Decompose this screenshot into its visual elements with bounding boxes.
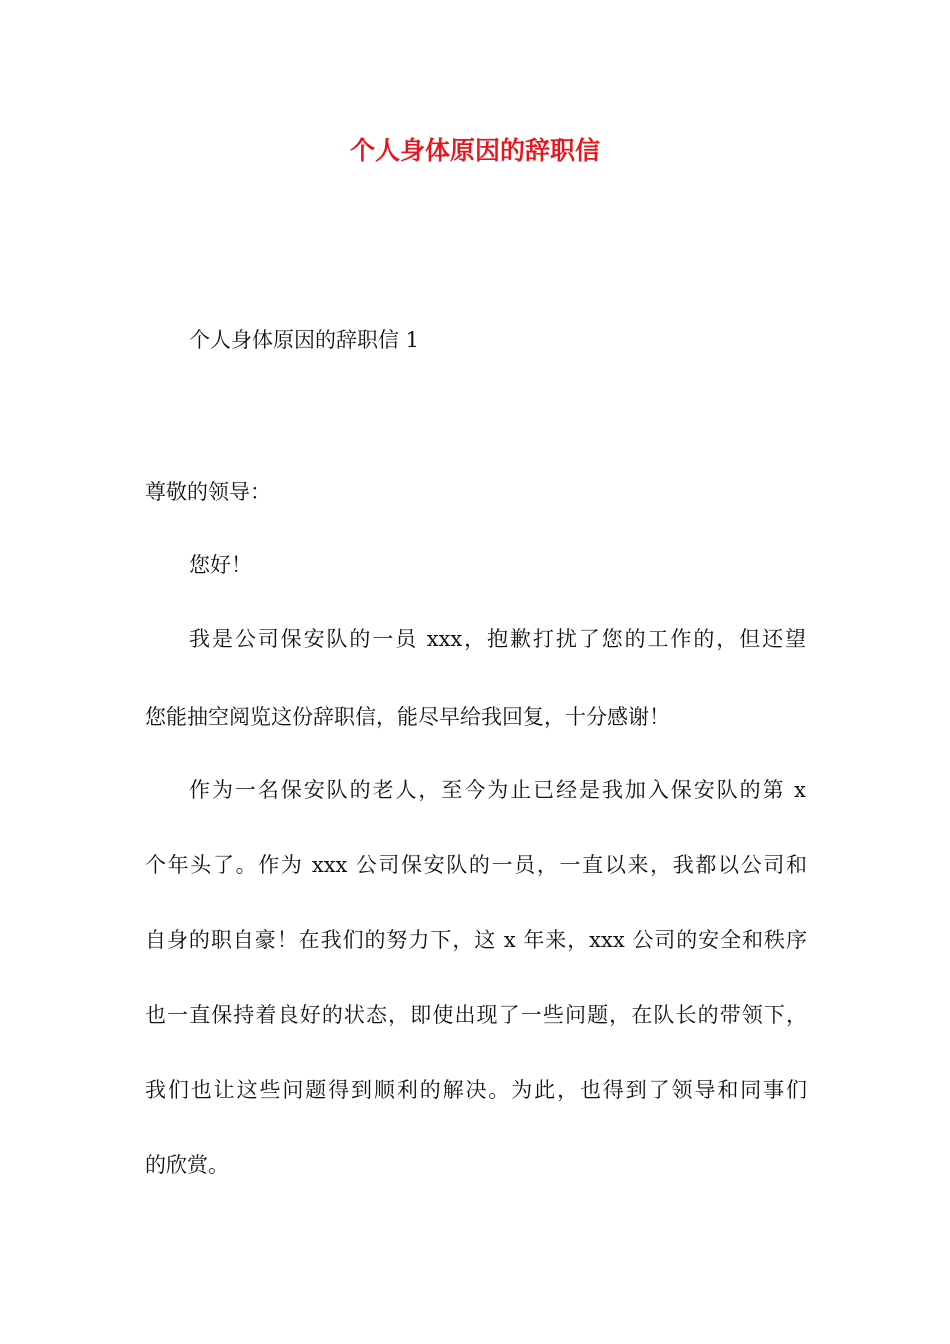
body-line: 您能抽空阅览这份辞职信，能尽早给我回复，十分感谢！ — [145, 705, 670, 729]
letter-heading: 个人身体原因的辞职信 1 — [189, 328, 420, 352]
document-title: 个人身体原因的辞职信 — [349, 136, 600, 165]
body-line: 作为一名保安队的老人，至今为止已经是我加入保安队的第 x — [189, 778, 806, 802]
body-line: 的欣赏。 — [145, 1153, 229, 1177]
greeting: 您好！ — [189, 553, 252, 577]
body-line: 个年头了。作为 xxx 公司保安队的一员，一直以来，我都以公司和 — [145, 853, 807, 877]
body-line: 自身的职自豪！在我们的努力下，这 x 年来，xxx 公司的安全和秩序 — [145, 928, 807, 952]
body-line: 我们也让这些问题得到顺利的解决。为此，也得到了领导和同事们 — [145, 1078, 807, 1102]
body-line: 我是公司保安队的一员 xxx，抱歉打扰了您的工作的，但还望 — [189, 627, 806, 651]
body-line: 也一直保持着良好的状态，即使出现了一些问题，在队长的带领下， — [145, 1003, 807, 1027]
salutation: 尊敬的领导： — [145, 480, 271, 504]
